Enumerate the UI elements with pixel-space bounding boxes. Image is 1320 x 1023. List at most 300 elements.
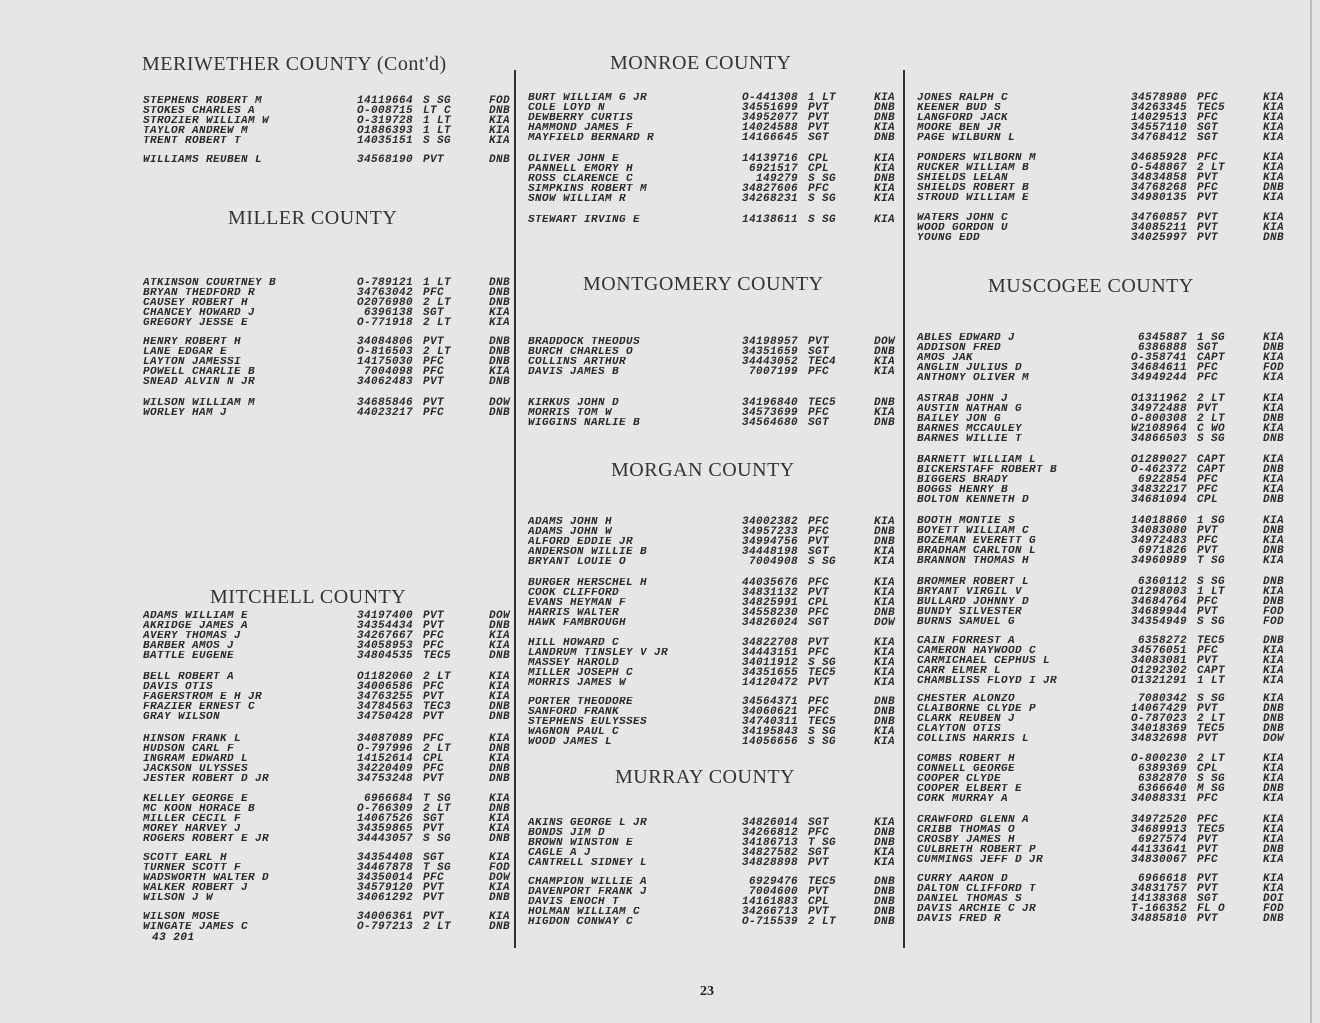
entry-serial: 34060621	[741, 706, 798, 718]
entry-name: BOGGS HENRY B	[917, 485, 1009, 495]
roster-entry	[143, 377, 527, 387]
entry-status: KIA	[1263, 222, 1285, 234]
entry-serial: O-358741	[1130, 352, 1187, 364]
entry-name: WIGGINS NARLIE B	[528, 418, 641, 428]
entry-rank: PVT	[423, 154, 445, 166]
roster-block	[143, 337, 527, 387]
entry-name: MC KOON HORACE B	[143, 804, 256, 814]
entry-status: DNB	[1263, 232, 1285, 244]
entry-serial: T-166352	[1130, 903, 1187, 915]
entry-serial: 34831132	[741, 587, 798, 599]
entry-rank: PVT	[808, 637, 830, 649]
entry-serial: 14056656	[741, 736, 798, 748]
entry-name: CAIN FORREST A	[917, 636, 1016, 646]
entry-status: KIA	[1263, 332, 1285, 344]
entry-serial: 6971826	[1137, 545, 1187, 557]
entry-rank: PVT	[1197, 834, 1219, 846]
entry-status: KIA	[874, 857, 896, 869]
entry-name: SHIELDS ROBERT B	[917, 183, 1030, 193]
entry-rank: PVT	[1197, 733, 1219, 745]
entry-serial: 44035676	[741, 577, 798, 589]
entry-rank: PFC	[423, 872, 445, 884]
entry-rank: TEC5	[423, 650, 452, 662]
entry-name: STEPHENS ROBERT M	[143, 96, 263, 106]
entry-serial: 6360112	[1137, 576, 1187, 588]
entry-name: BARNES WILLIE T	[917, 434, 1023, 444]
roster-entry	[143, 408, 527, 418]
entry-rank: 2 LT	[423, 671, 452, 683]
entry-serial: 6389369	[1137, 763, 1187, 775]
entry-name: WILLIAMS REUBEN L	[143, 155, 263, 165]
entry-rank: PVT	[423, 911, 445, 923]
entry-rank: PFC	[1197, 372, 1219, 384]
roster-block	[528, 337, 912, 377]
entry-rank: CPL	[1197, 494, 1219, 506]
entry-rank: PVT	[423, 691, 445, 703]
entry-serial: 34994756	[741, 536, 798, 548]
entry-rank: S SG	[808, 736, 837, 748]
entry-name: MAYFIELD BERNARD R	[528, 133, 655, 143]
entry-name: ANDERSON WILLIE B	[528, 547, 648, 557]
entry-name: BONDS JIM D	[528, 828, 606, 838]
entry-name: WILSON WILLIAM M	[143, 398, 256, 408]
roster-entry	[143, 96, 527, 106]
entry-rank: PFC	[1197, 645, 1219, 657]
roster-entry	[528, 907, 912, 917]
entry-status: DNB	[874, 876, 896, 888]
entry-rank: 2 LT	[1197, 753, 1226, 765]
roster-entry	[917, 825, 1301, 835]
roster-block	[143, 278, 527, 328]
entry-status: KIA	[489, 852, 511, 864]
entry-rank: PFC	[808, 526, 830, 538]
entry-status: KIA	[1263, 393, 1285, 405]
entry-rank: S SG	[808, 193, 837, 205]
entry-rank: SGT	[808, 132, 830, 144]
entry-status: DNB	[489, 620, 511, 632]
entry-serial: 34186713	[741, 837, 798, 849]
entry-serial: O1321291	[1130, 675, 1187, 687]
entry-serial: 34825991	[741, 597, 798, 609]
entry-rank: TEC5	[808, 667, 837, 679]
roster-entry	[143, 136, 527, 146]
entry-name: GRAY WILSON	[143, 712, 221, 722]
entry-status: KIA	[874, 726, 896, 738]
entry-rank: S SG	[808, 214, 837, 226]
entry-status: KIA	[489, 671, 511, 683]
entry-rank: PFC	[1197, 152, 1219, 164]
entry-rank: PVT	[423, 610, 445, 622]
entry-name: COLLINS ARTHUR	[528, 357, 627, 367]
entry-status: DNB	[489, 154, 511, 166]
roster-entry	[528, 658, 912, 668]
entry-status: DNB	[874, 696, 896, 708]
entry-rank: SGT	[808, 617, 830, 629]
entry-serial: 34263345	[1130, 102, 1187, 114]
roster-entry	[528, 194, 912, 204]
roster-entry	[917, 774, 1301, 784]
entry-status: DNB	[1263, 783, 1285, 795]
roster-block	[917, 636, 1301, 686]
entry-name: AVERY THOMAS J	[143, 631, 242, 641]
entry-serial: 34083080	[1130, 525, 1187, 537]
entry-rank: T SG	[423, 793, 452, 805]
entry-serial: 34564371	[741, 696, 798, 708]
entry-name: WADSWORTH WALTER D	[143, 873, 270, 883]
entry-rank: PFC	[808, 407, 830, 419]
roster-entry	[917, 636, 1301, 646]
roster-block	[917, 874, 1301, 924]
heading-montgomery-county: MONTGOMERY COUNTY	[583, 273, 824, 295]
roster-entry	[143, 347, 527, 357]
entry-name: BOOTH MONTIE S	[917, 516, 1016, 526]
entry-serial: O2076980	[356, 297, 413, 309]
entry-serial: 34579120	[356, 882, 413, 894]
entry-serial: 34443052	[741, 356, 798, 368]
roster-entry	[917, 495, 1301, 505]
roster-entry	[528, 917, 912, 927]
entry-serial: 34768268	[1130, 182, 1187, 194]
entry-rank: 1 LT	[423, 277, 452, 289]
entry-status: KIA	[874, 667, 896, 679]
entry-name: DAVIS JAMES B	[528, 367, 620, 377]
roster-entry	[917, 394, 1301, 404]
entry-rank: SGT	[423, 852, 445, 864]
entry-rank: SGT	[808, 847, 830, 859]
entry-rank: PVT	[423, 620, 445, 632]
entry-status: DNB	[489, 892, 511, 904]
entry-serial: 14018860	[1130, 515, 1187, 527]
entry-rank: TEC5	[808, 716, 837, 728]
roster-entry	[917, 465, 1301, 475]
entry-serial: 34952077	[741, 112, 798, 124]
entry-rank: TEC5	[1197, 635, 1226, 647]
roster-entry	[528, 848, 912, 858]
entry-status: KIA	[874, 736, 896, 748]
entry-status: DNB	[489, 297, 511, 309]
entry-name: PAGE WILBURN L	[917, 133, 1016, 143]
entry-serial: 34972488	[1130, 403, 1187, 415]
entry-rank: 2 LT	[423, 317, 452, 329]
entry-name: BROWN WINSTON E	[528, 838, 634, 848]
roster-block	[917, 815, 1301, 865]
entry-rank: 1 LT	[423, 125, 452, 137]
roster-entry	[143, 288, 527, 298]
roster-entry	[917, 233, 1301, 243]
entry-status: KIA	[1263, 773, 1285, 785]
entry-serial: 34689944	[1130, 606, 1187, 618]
entry-status: KIA	[874, 637, 896, 649]
entry-rank: PFC	[423, 681, 445, 693]
entry-status: DNB	[489, 921, 511, 933]
entry-status: KIA	[1263, 535, 1285, 547]
entry-rank: PVT	[808, 857, 830, 869]
entry-serial: 7004098	[363, 366, 413, 378]
entry-name: AKINS GEORGE L JR	[528, 818, 648, 828]
entry-status: DNB	[874, 173, 896, 185]
roster-block	[528, 154, 912, 204]
entry-status: DNB	[1263, 844, 1285, 856]
entry-serial: 34972520	[1130, 814, 1187, 826]
entry-status: DNB	[874, 417, 896, 429]
entry-serial: 6966684	[363, 793, 413, 805]
entry-name: ADAMS JOHN W	[528, 527, 613, 537]
entry-status: DNB	[874, 706, 896, 718]
entry-rank: PVT	[423, 892, 445, 904]
entry-name: BOYETT WILLIAM C	[917, 526, 1030, 536]
entry-rank: PFC	[423, 287, 445, 299]
entry-status: KIA	[489, 317, 511, 329]
entry-status: KIA	[1263, 824, 1285, 836]
entry-name: POWELL CHARLIE B	[143, 367, 256, 377]
entry-serial: 14067526	[356, 813, 413, 825]
entry-name: SHIELDS LELAN	[917, 173, 1009, 183]
entry-name: CRAWFORD GLENN A	[917, 815, 1030, 825]
entry-status: KIA	[1263, 515, 1285, 527]
entry-rank: PFC	[808, 827, 830, 839]
entry-serial: 34768412	[1130, 132, 1187, 144]
entry-rank: PVT	[1197, 655, 1219, 667]
entry-serial: O-319728	[356, 115, 413, 127]
entry-rank: CPL	[808, 153, 830, 165]
roster-entry	[528, 697, 912, 707]
entry-serial: 34467878	[356, 862, 413, 874]
entry-serial: 14029513	[1130, 112, 1187, 124]
entry-status: KIA	[1263, 793, 1285, 805]
entry-name: COLLINS HARRIS L	[917, 734, 1030, 744]
entry-rank: TEC5	[808, 397, 837, 409]
entry-rank: PFC	[808, 607, 830, 619]
roster-entry	[917, 666, 1301, 676]
entry-name: CRIBB THOMAS O	[917, 825, 1016, 835]
entry-serial: 34980135	[1130, 192, 1187, 204]
entry-rank: PVT	[808, 677, 830, 689]
entry-name: BURCH CHARLES O	[528, 347, 634, 357]
entry-serial: O1289027	[1130, 454, 1187, 466]
entry-name: MOREY HARVEY J	[143, 824, 242, 834]
roster-entry	[143, 611, 527, 621]
roster-entry	[528, 648, 912, 658]
entry-status: DNB	[1263, 413, 1285, 425]
entry-rank: TEC5	[808, 876, 837, 888]
entry-status: DNB	[874, 397, 896, 409]
entry-serial: 34684764	[1130, 596, 1187, 608]
entry-rank: 1 LT	[1197, 586, 1226, 598]
entry-serial: 6382870	[1137, 773, 1187, 785]
entry-status: KIA	[874, 577, 896, 589]
entry-name: CLARK REUBEN J	[917, 714, 1016, 724]
entry-status: KIA	[489, 115, 511, 127]
roster-entry	[143, 367, 527, 377]
entry-name: PORTER THEODORE	[528, 697, 634, 707]
entry-rank: PVT	[1197, 525, 1219, 537]
entry-rank: 2 LT	[423, 803, 452, 815]
entry-name: ASTRAB JOHN J	[917, 394, 1009, 404]
entry-serial: 34443151	[741, 647, 798, 659]
roster-entry	[917, 133, 1301, 143]
entry-name: LAYTON JAMESSI	[143, 357, 242, 367]
entry-rank: PVT	[423, 711, 445, 723]
entry-name: COOPER CLYDE	[917, 774, 1002, 784]
entry-rank: PFC	[1197, 474, 1219, 486]
entry-name: JONES RALPH C	[917, 93, 1009, 103]
roster-entry	[917, 676, 1301, 686]
entry-rank: PFC	[808, 183, 830, 195]
entry-status: DNB	[874, 132, 896, 144]
roster-block	[528, 697, 912, 747]
entry-status: DOW	[489, 610, 511, 622]
entry-status: DNB	[874, 716, 896, 728]
entry-serial: O1292302	[1130, 665, 1187, 677]
roster-entry	[917, 784, 1301, 794]
entry-serial: O-766309	[356, 803, 413, 815]
roster-entry	[917, 577, 1301, 587]
roster-entry	[143, 754, 527, 764]
entry-rank: SGT	[1197, 122, 1219, 134]
entry-name: DAVIS ENOCH T	[528, 897, 620, 907]
entry-serial: O-008715	[356, 105, 413, 117]
roster-entry	[528, 527, 912, 537]
entry-name: PANNELL EMORY H	[528, 164, 634, 174]
page-number: 23	[700, 984, 714, 999]
entry-rank: SGT	[1197, 132, 1219, 144]
entry-serial: 34830067	[1130, 854, 1187, 866]
entry-name: GREGORY JESSE E	[143, 318, 249, 328]
entry-rank: PFC	[1197, 112, 1219, 124]
entry-name: BRADHAM CARLTON L	[917, 546, 1037, 556]
entry-name: DAVENPORT FRANK J	[528, 887, 648, 897]
entry-serial: 34784563	[356, 701, 413, 713]
entry-status: KIA	[1263, 484, 1285, 496]
entry-serial: 34960989	[1130, 555, 1187, 567]
entry-name: HUDSON CARL F	[143, 744, 235, 754]
roster-entry	[143, 692, 527, 702]
roster-entry	[917, 333, 1301, 343]
entry-rank: TEC5	[1197, 723, 1226, 735]
entry-name: BRADDOCK THEODUS	[528, 337, 641, 347]
entry-name: STEWART IRVING E	[528, 215, 641, 225]
entry-serial: 34685928	[1130, 152, 1187, 164]
entry-name: DAVIS ARCHIE C JR	[917, 904, 1037, 914]
entry-name: CROSBY JAMES H	[917, 835, 1016, 845]
entry-rank: PFC	[423, 733, 445, 745]
entry-rank: PVT	[808, 122, 830, 134]
entry-name: WAGNON PAUL C	[528, 727, 620, 737]
entry-serial: O-441308	[741, 92, 798, 104]
entry-status: KIA	[1263, 586, 1285, 598]
entry-name: WORLEY HAM J	[143, 408, 228, 418]
roster-entry	[528, 93, 912, 103]
roster-block	[528, 578, 912, 628]
roster-entry	[528, 638, 912, 648]
roster-entry	[143, 682, 527, 692]
entry-status: KIA	[874, 516, 896, 528]
entry-rank: 2 LT	[808, 916, 837, 928]
roster-entry	[528, 367, 912, 377]
entry-serial: O-715539	[741, 916, 798, 928]
entry-rank: CPL	[1197, 763, 1219, 775]
entry-name: KELLEY GEORGE E	[143, 794, 249, 804]
entry-rank: PVT	[1197, 703, 1219, 715]
roster-entry	[143, 863, 527, 873]
entry-rank: SGT	[808, 546, 830, 558]
roster-entry	[143, 298, 527, 308]
entry-status: KIA	[489, 911, 511, 923]
entry-rank: PFC	[1197, 484, 1219, 496]
entry-rank: PVT	[1197, 913, 1219, 925]
entry-name: CLAIBORNE CLYDE P	[917, 704, 1037, 714]
entry-name: CAGLE A J	[528, 848, 592, 858]
entry-status: KIA	[1263, 555, 1285, 567]
roster-entry	[528, 727, 912, 737]
entry-serial: 6929476	[748, 876, 798, 888]
roster-entry	[917, 213, 1301, 223]
entry-name: BARBER AMOS J	[143, 641, 235, 651]
entry-rank: PFC	[1197, 814, 1219, 826]
roster-entry	[143, 774, 527, 784]
entry-status: DNB	[489, 701, 511, 713]
entry-rank: T SG	[808, 837, 837, 849]
entry-rank: C WO	[1197, 423, 1226, 435]
entry-status: DNB	[489, 833, 511, 845]
entry-name: BIGGERS BRADY	[917, 475, 1009, 485]
entry-name: DANIEL THOMAS S	[917, 894, 1023, 904]
entry-name: MASSEY HAROLD	[528, 658, 620, 668]
roster-entry	[917, 904, 1301, 914]
entry-name: WALKER ROBERT J	[143, 883, 249, 893]
entry-name: CULBRETH ROBERT P	[917, 845, 1037, 855]
entry-status: DOI	[1263, 893, 1285, 905]
roster-block	[917, 577, 1301, 627]
entry-rank: PFC	[423, 356, 445, 368]
heading-mitchell-county: MITCHELL COUNTY	[210, 586, 407, 608]
entry-status: DNB	[874, 886, 896, 898]
entry-status: DNB	[874, 112, 896, 124]
entry-serial: 14161883	[741, 896, 798, 908]
entry-serial: 34681094	[1130, 494, 1187, 506]
entry-name: BROMMER ROBERT L	[917, 577, 1030, 587]
entry-status: KIA	[489, 823, 511, 835]
roster-entry	[917, 704, 1301, 714]
entry-serial: 34740311	[741, 716, 798, 728]
entry-rank: CAPT	[1197, 464, 1226, 476]
serial-note: 43 201	[152, 932, 195, 944]
entry-serial: 34827606	[741, 183, 798, 195]
roster-entry	[917, 536, 1301, 546]
entry-status: KIA	[1263, 212, 1285, 224]
entry-status: DNB	[489, 105, 511, 117]
entry-rank: T SG	[423, 862, 452, 874]
entry-rank: S SG	[423, 95, 452, 107]
entry-serial: 14166645	[741, 132, 798, 144]
heading-meriwether-county: MERIWETHER COUNTY (Cont'd)	[142, 53, 447, 75]
entry-name: ADAMS JOHN H	[528, 517, 613, 527]
entry-status: DNB	[1263, 182, 1285, 194]
entry-serial: 14138611	[741, 214, 798, 226]
roster-entry	[528, 398, 912, 408]
entry-name: HENRY ROBERT H	[143, 337, 242, 347]
entry-name: KIRKUS JOHN D	[528, 398, 620, 408]
entry-serial: O1298003	[1130, 586, 1187, 598]
entry-rank: PFC	[423, 407, 445, 419]
entry-rank: FL O	[1197, 903, 1226, 915]
entry-status: KIA	[1263, 665, 1285, 677]
entry-rank: S SG	[1197, 693, 1226, 705]
entry-status: DNB	[489, 763, 511, 775]
roster-entry	[528, 717, 912, 727]
entry-serial: 34557110	[1130, 122, 1187, 134]
entry-rank: TEC5	[1197, 102, 1226, 114]
